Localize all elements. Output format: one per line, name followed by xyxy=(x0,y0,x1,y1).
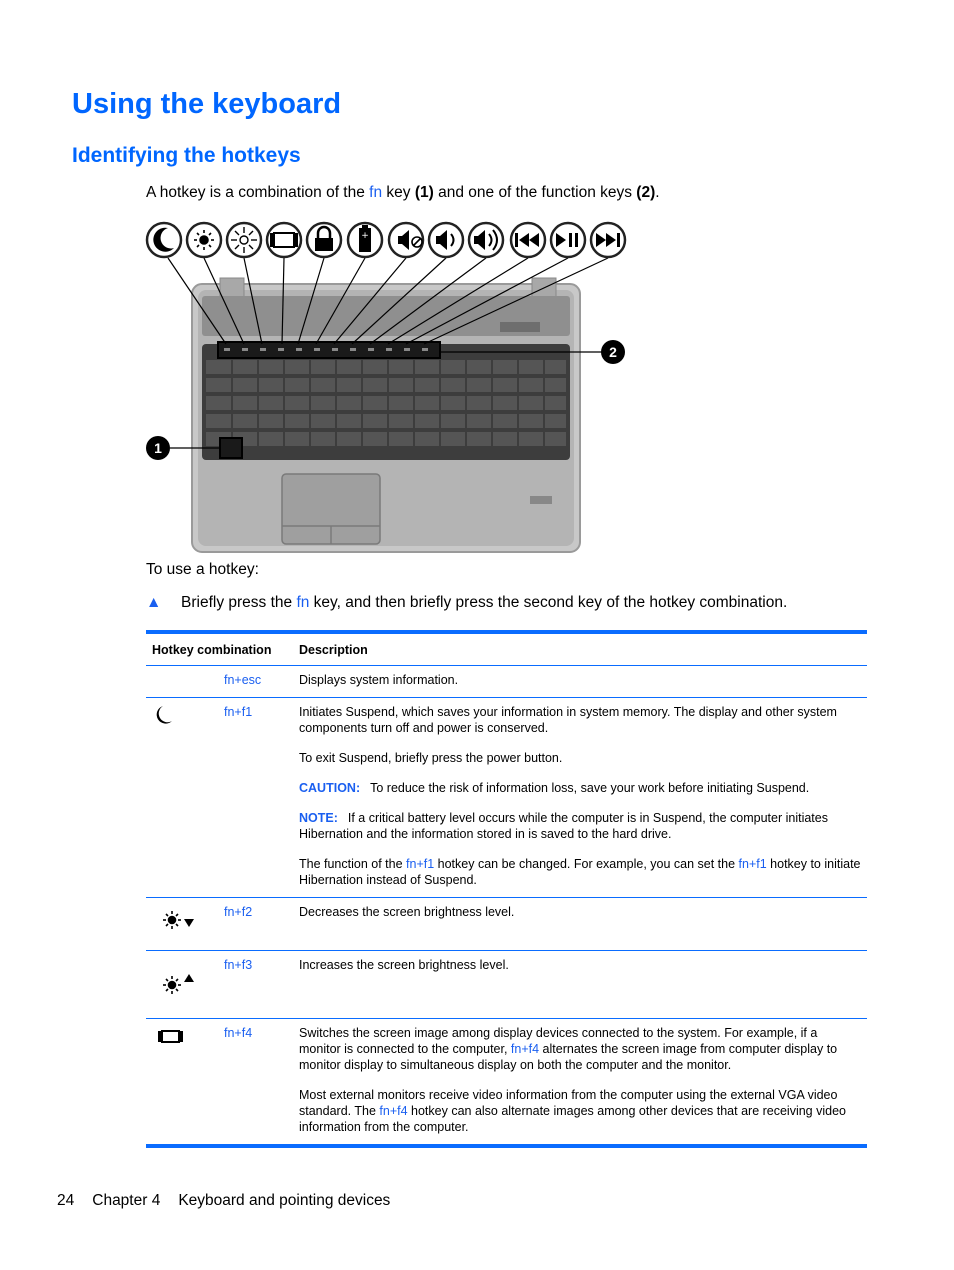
to-use-label: To use a hotkey: xyxy=(146,561,259,578)
table-row: fn+f2 Decreases the screen brightness level. xyxy=(146,898,867,951)
triangle-bullet-icon: ▲ xyxy=(146,594,162,611)
hotkey-fn-f3: fn+f3 xyxy=(218,951,293,1019)
table-row: fn+f4 Switches the screen image among display devices connected to the system. For example, if a monitor is connected to the computer, fn+f4 alternates the screen image from computer display to monitor display to simultaneous display on both the computer and the monitor. Most external monitors receive video information from the computer using the external VGA video standard. The fn+f4 hotkey can also alternate images among other devices that are receiving video information from the computer. xyxy=(146,1019,867,1147)
callout-1 xyxy=(146,436,170,460)
section-title: Identifying the hotkeys xyxy=(72,144,301,167)
page-number: 24 xyxy=(57,1192,75,1209)
brightness-down-icon xyxy=(162,908,198,934)
hotkey-table xyxy=(146,630,867,1148)
header-description: Description xyxy=(293,632,867,666)
keyboard-illustration xyxy=(140,214,640,560)
page-title: Using the keyboard xyxy=(72,88,342,120)
fn-key-ref: fn xyxy=(369,184,383,201)
table-header-row xyxy=(146,632,867,666)
table-row: fn+esc Displays system information. xyxy=(146,666,867,698)
callout-2 xyxy=(601,340,625,364)
brightness-down-icon xyxy=(194,230,214,250)
svg-text:+: + xyxy=(361,231,369,241)
intro-paragraph: A hotkey is a combination of the fn key (1) and one of the function keys (2). xyxy=(146,184,660,201)
hotkey-fn-f2: fn+f2 xyxy=(218,898,293,951)
display-switch-icon xyxy=(158,1029,184,1045)
brightness-up-icon xyxy=(162,963,198,997)
header-hotkey-combination: Hotkey combination xyxy=(146,632,293,666)
caution-note: CAUTION: To reduce the risk of information loss, save your work before initiating Suspend. xyxy=(299,781,810,795)
battery-icon xyxy=(359,225,371,252)
chapter-label: Chapter 4 xyxy=(92,1192,161,1209)
svg-text:2: 2 xyxy=(609,344,617,360)
instruction-bullet: ▲ Briefly press the fn key, and then briefly press the second key of the hotkey combination. xyxy=(146,594,788,611)
hotkey-fn-f4: fn+f4 xyxy=(224,1026,253,1040)
hotkey-fn-f1: fn+f1 xyxy=(218,698,293,898)
svg-text:1: 1 xyxy=(154,440,162,456)
page-footer xyxy=(57,1192,390,1210)
table-row: fn+f3 Increases the screen brightness level. xyxy=(146,951,867,1019)
hotkey-fn-esc: fn+esc xyxy=(218,666,293,698)
table-row: fn+f1 Initiates Suspend, which saves your information in system memory. The display and other system components turn off and power is conserved. To exit Suspend, briefly press the power button. CAUTION: To reduce the risk of information loss, save your work before initiating Suspend. NOTE: If a critical battery level occurs while the computer is in Suspend, the computer initiates Hibernation and the information stored in is saved to the hard drive. The function of the fn+f1 hotkey can be changed. For example, you can set the fn+f1 hotkey to initiate Hibernation instead of Suspend. xyxy=(146,698,867,898)
moon-icon xyxy=(152,704,174,726)
note: NOTE: If a critical battery level occurs while the computer is in Suspend, the computer initiates Hibernation and the information stored in is saved to the hard drive. xyxy=(299,811,828,841)
chapter-title: Keyboard and pointing devices xyxy=(178,1192,391,1209)
